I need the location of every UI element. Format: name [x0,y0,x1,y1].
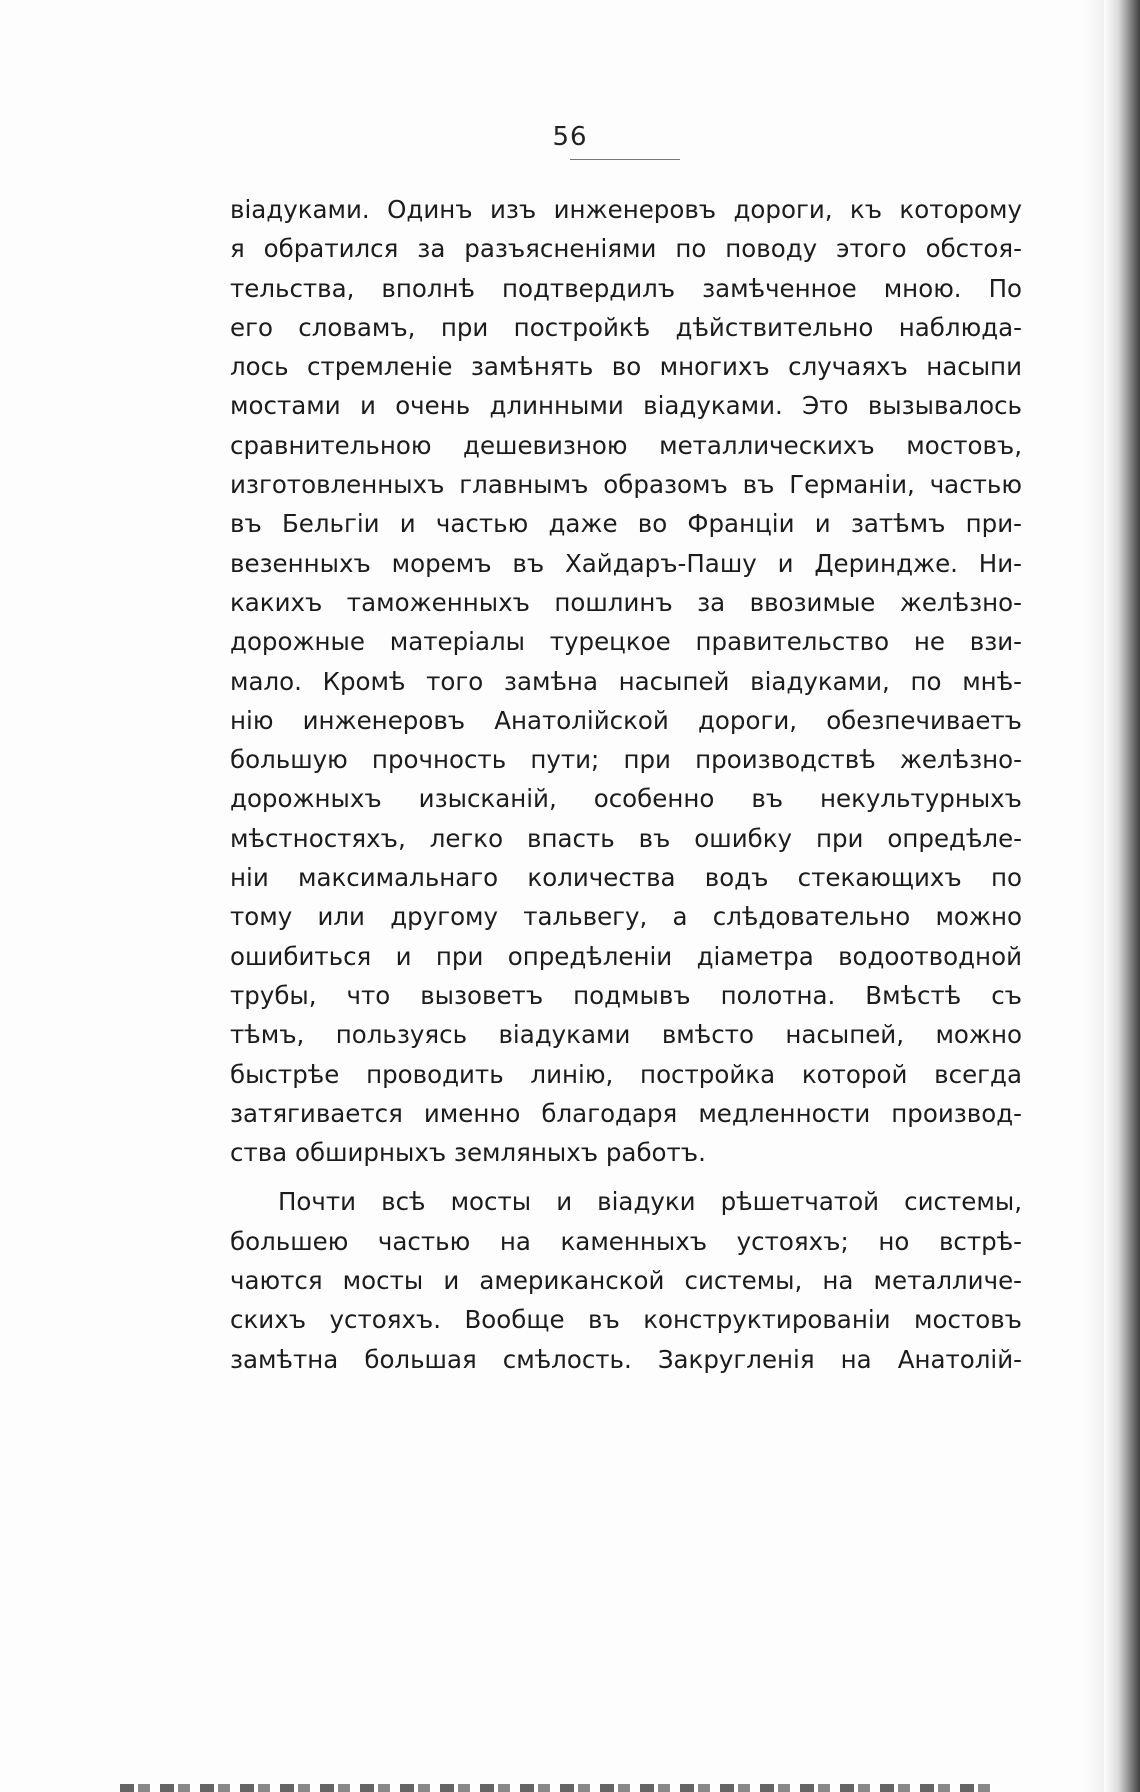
text-line: трубы, что вызоветъ подмывъ полотна. Вмѣстѣ съ [230,980,1022,1010]
page-number: 56 [552,122,588,152]
text-line: везенныхъ моремъ въ Хайдаръ-Пашу и Дериндже. Ни- [230,548,1022,578]
text-line: затягивается именно благодаря медленности производ- [230,1098,1022,1128]
text-line: мало. Кромѣ того замѣна насыпей віадуками, по мнѣ- [230,666,1022,696]
text-line: чаются мосты и американской системы, на металличе- [230,1266,1022,1296]
text-line: лось стремленіе замѣнять во многихъ случаяхъ насыпи [230,352,1022,382]
text-line: я обратился за разъясненіями по поводу этого обстоя- [230,234,1022,264]
text-line: какихъ таможенныхъ пошлинъ за ввозимые желѣзно- [230,587,1022,617]
text-line: большую прочность пути; при производствѣ желѣзно- [230,745,1022,775]
scan-bottom-artifact [120,1784,1000,1792]
page-edge-shading [1084,0,1104,1792]
page-number-rule [570,159,680,160]
text-line: тому или другому тальвегу, а слѣдовательно можно [230,902,1022,932]
text-line: замѣтна большая смѣлость. Закругленія на Анатолій- [230,1344,1022,1374]
text-line: сравнительною дешевизною металлическихъ мостовъ, [230,430,1022,460]
text-line: Почти всѣ мосты и віадуки рѣшетчатой системы, [278,1187,1022,1217]
text-line: изготовленныхъ главнымъ образомъ въ Германіи, частью [230,470,1022,500]
paragraph-1 [230,190,1022,1172]
text-line: тѣмъ, пользуясь віадуками вмѣсто насыпей, можно [230,1020,1022,1050]
text-line: мостами и очень длинными віадуками. Это вызывалось [230,391,1022,421]
text-line: скихъ устояхъ. Вообще въ конструктированіи мостовъ [230,1305,1022,1335]
text-line: нію инженеровъ Анатолійской дороги, обезпечиваетъ [230,705,1022,735]
text-line: дорожные матеріалы турецкое правительство не взи- [230,627,1022,657]
text-line: въ Бельгіи и частью даже во Франціи и затѣмъ при- [230,509,1022,539]
text-line: дорожныхъ изысканій, особенно въ некультурныхъ [230,784,1022,814]
text-line: большею частью на каменныхъ устояхъ; но встрѣ- [230,1226,1022,1256]
text-line: ошибиться и при опредѣленіи діаметра водоотводной [230,941,1022,971]
paragraph-2 [230,1182,1022,1378]
text-line: ніи максимальнаго количества водъ стекающихъ по [230,863,1022,893]
text-line: тельства, вполнѣ подтвердилъ замѣченное мною. По [230,273,1022,303]
paragraph-gap [230,1172,1022,1182]
text-line: быстрѣе проводить линію, постройка которой всегда [230,1059,1022,1089]
body-text [230,190,1022,1379]
text-line: его словамъ, при постройкѣ дѣйствительно наблюда- [230,312,1022,342]
text-line: мѣстностяхъ, легко впасть въ ошибку при опредѣле- [230,823,1022,853]
text-line: віадуками. Одинъ изъ инженеровъ дороги, къ которому [230,195,1022,224]
text-line: ства обширныхъ земляныхъ работъ. [230,1138,706,1168]
page-edge-shadow [1104,0,1140,1792]
